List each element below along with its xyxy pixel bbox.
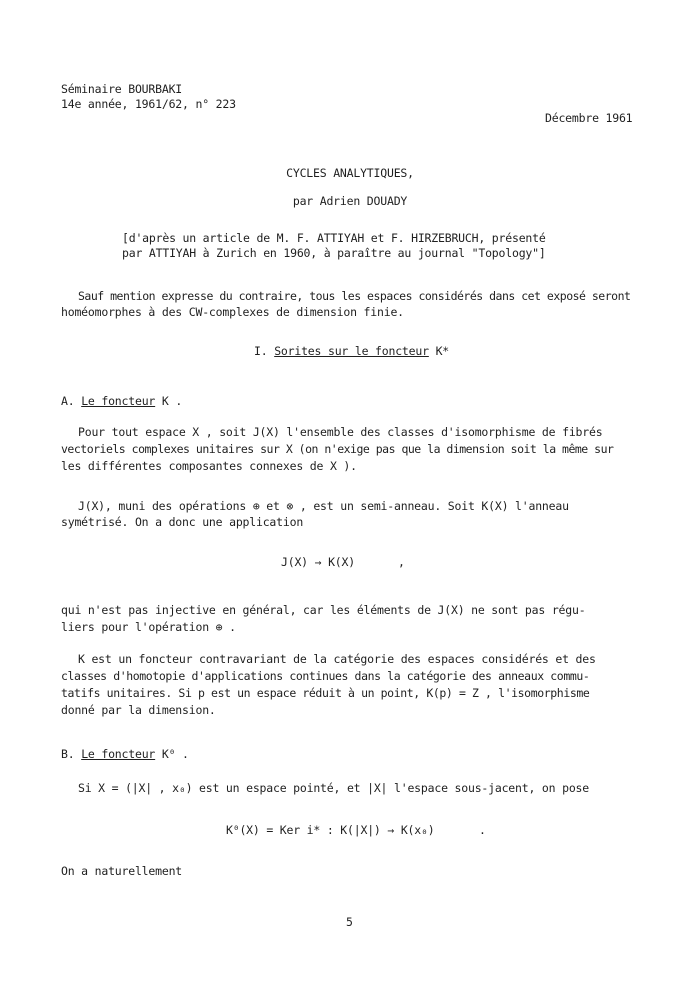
intro-line-2: homéomorphes à des CW-complexes de dimension finie.: [61, 305, 404, 319]
paragraph-1-line-1: Pour tout espace X , soit J(X) l'ensemble des classes d'isomorphisme de fibrés: [78, 425, 603, 439]
subsection-title: Le foncteur: [81, 394, 156, 408]
paragraph-4-line-2: classes d'homotopie d'applications continues dans la catégorie des anneaux commu-: [61, 669, 590, 683]
subsection-heading-b: [61, 747, 189, 761]
paragraph-1-line-2: vectoriels complexes unitaires sur X (on n'exige pas que la dimension soit la même sur: [61, 442, 614, 456]
subsection-title: Le foncteur: [81, 747, 156, 761]
source-note-line-2: par ATTIYAH à Zurich en 1960, à paraître au journal "Topology"]: [122, 246, 546, 260]
paragraph-5-line-1: Si X = (|X| , x₀) est un espace pointé, et |X| l'espace sous-jacent, on pose: [78, 781, 589, 795]
formula-k0-definition: K⁰(X) = Ker i* : K(|X|) → K(x₀): [226, 823, 435, 837]
formula-2-dot: .: [479, 823, 486, 837]
source-note-line-1: [d'après un article de M. F. ATTIYAH et F. HIRZEBRUCH, présenté: [122, 231, 546, 245]
document-date: Décembre 1961: [545, 111, 633, 125]
section-title: Sorites sur le foncteur: [274, 344, 429, 358]
paragraph-3-line-1: qui n'est pas injective en général, car les éléments de J(X) ne sont pas régu-: [61, 603, 586, 617]
subsection-symbol: K .: [161, 394, 183, 408]
paragraph-2-line-1: J(X), muni des opérations ⊕ et ⊗ , est un semi-anneau. Soit K(X) l'anneau: [78, 499, 569, 513]
paragraph-3-line-2: liers pour l'opération ⊕ .: [61, 620, 236, 634]
paragraph-6: On a naturellement: [61, 864, 183, 878]
section-number: I.: [254, 344, 268, 358]
seminar-name: Séminaire BOURBAKI: [61, 82, 183, 96]
intro-line-1: Sauf mention expresse du contraire, tous les espaces considérés dans cet exposé seront: [78, 289, 631, 303]
formula-1-comma: ,: [398, 555, 405, 569]
document-author: par Adrien DOUADY: [292, 194, 408, 208]
paragraph-2-line-2: symétrisé. On a donc une application: [61, 515, 304, 529]
paragraph-4-line-4: donné par la dimension.: [61, 703, 216, 717]
document-title: CYCLES ANALYTIQUES,: [286, 166, 414, 180]
section-symbol: K*: [435, 344, 450, 358]
paragraph-4-line-3: tatifs unitaires. Si p est un espace réduit à un point, K(p) = Z , l'isomorphisme: [61, 686, 590, 700]
subsection-heading-a: [61, 394, 182, 408]
formula-j-to-k: J(X) → K(X): [281, 555, 355, 569]
seminar-year-number: 14e année, 1961/62, n° 223: [61, 97, 236, 111]
section-heading-1: [254, 344, 449, 358]
page-number: 5: [346, 915, 353, 929]
paragraph-1-line-3: les différentes composantes connexes de X ).: [61, 459, 357, 473]
subsection-symbol: K⁰ .: [161, 747, 189, 761]
subsection-label: B.: [61, 747, 75, 761]
paragraph-4-line-1: K est un foncteur contravariant de la catégorie des espaces considérés et des: [78, 652, 596, 666]
subsection-label: A.: [61, 394, 75, 408]
